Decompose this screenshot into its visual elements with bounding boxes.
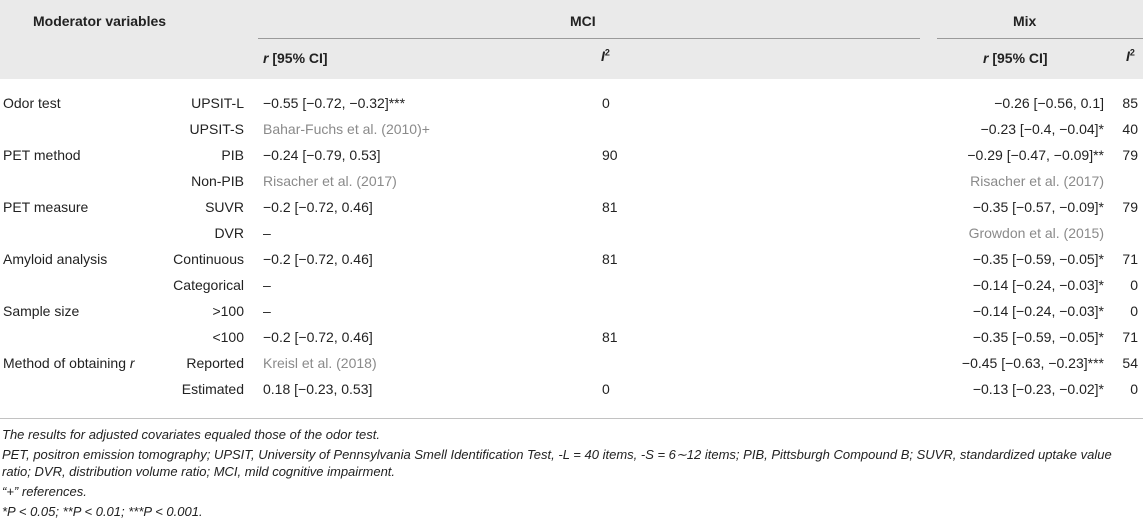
moderator-variables-header: Moderator variables [33,13,167,29]
note-significance: *P < 0.05; **P < 0.01; ***P < 0.001. [2,504,203,519]
table-notes [2,426,1141,523]
moderator-variable: PET method [3,147,81,163]
mci-i2-value: 0 [602,381,610,397]
subgroup-label: Categorical [173,277,244,293]
moderator-variable: Sample size [3,303,80,319]
mix-r-value: −0.13 [−0.23, −0.02]* [972,381,1104,397]
mix-i2-value: 71 [1122,251,1138,267]
mci-r-value: −0.2 [−0.72, 0.46] [263,251,373,267]
mci-header-rule [258,38,920,39]
mix-i2-value: 79 [1122,199,1138,215]
mci-r-value: Kreisl et al. (2018) [263,355,377,371]
note-covariates: The results for adjusted covariates equaled those of the odor test. [2,427,380,442]
mix-i2-header: $I^2$ [1126,47,1135,64]
note-abbreviations: PET, positron emission tomography; UPSIT, University of Pennsylvania Smell Identification Test, -L = 40 items, -S = 6∼12 items; PIB, Pittsburgh Compound B; SUVR, standardized uptake value ratio; DVR, distribution volume ratio; MCI, mild cognitive impairment. [2,447,1112,479]
mci-i2-value: 81 [602,251,618,267]
mix-r-value: Growdon et al. (2015) [968,225,1104,241]
moderator-variable: Method of obtaining r [3,355,135,371]
mci-r-value: – [263,225,271,241]
mix-i2-value: 40 [1122,121,1138,137]
mix-r-value: −0.26 [−0.56, 0.1] [994,95,1104,111]
mix-r-ci-header: r [95% CI] [983,50,1048,66]
mci-r-value: 0.18 [−0.23, 0.53] [263,381,373,397]
subgroup-label: DVR [214,225,244,241]
mix-i2-value: 79 [1122,147,1138,163]
mci-i2-value: 90 [602,147,618,163]
moderator-variable: PET measure [3,199,89,215]
mix-i2-value: 0 [1130,303,1138,319]
mci-r-value: −0.24 [−0.79, 0.53] [263,147,381,163]
subgroup-label: UPSIT-S [189,121,244,137]
mix-i2-value: 0 [1130,381,1138,397]
mix-i2-value: 54 [1122,355,1138,371]
subgroup-label: Reported [186,355,244,371]
mix-i2-value: 71 [1122,329,1138,345]
mci-i2-header: $I^2$ [601,47,610,64]
mix-r-value: −0.35 [−0.59, −0.05]* [972,251,1104,267]
mci-i2-value: 81 [602,199,618,215]
mix-i2-value: 85 [1122,95,1138,111]
subgroup-label: Estimated [181,381,244,397]
subgroup-label: PIB [221,147,244,163]
mix-r-value: −0.14 [−0.24, −0.03]* [972,277,1104,293]
mci-i2-value: 81 [602,329,618,345]
subgroup-label: <100 [212,329,244,345]
mci-r-value: −0.55 [−0.72, −0.32]*** [263,95,406,111]
subgroup-label: SUVR [205,199,244,215]
subgroup-label: >100 [212,303,244,319]
mci-r-value: – [263,277,271,293]
mci-r-ci-header: r [95% CI] [263,50,328,66]
moderator-variable: Odor test [3,95,61,111]
mix-r-value: −0.35 [−0.57, −0.09]* [972,199,1104,215]
table-bottom-rule [0,418,1143,419]
mix-r-value: −0.29 [−0.47, −0.09]** [967,147,1104,163]
subgroup-label: UPSIT-L [191,95,244,111]
mix-header-rule [937,38,1143,39]
mix-r-value: −0.14 [−0.24, −0.03]* [972,303,1104,319]
mix-r-value: −0.23 [−0.4, −0.04]* [980,121,1104,137]
mci-r-value: Bahar-Fuchs et al. (2010)+ [263,121,430,137]
moderator-variable: Amyloid analysis [3,251,108,267]
mci-r-value: −0.2 [−0.72, 0.46] [263,199,373,215]
mix-header: Mix [1013,13,1037,29]
mix-r-value: −0.35 [−0.59, −0.05]* [972,329,1104,345]
mci-r-value: Risacher et al. (2017) [263,173,397,189]
mix-r-value: −0.45 [−0.63, −0.23]*** [961,355,1104,371]
note-references: “+” references. [2,484,87,499]
mci-header: MCI [570,13,596,29]
table-header [0,0,1143,79]
mix-r-value: Risacher et al. (2017) [970,173,1104,189]
mci-r-value: −0.2 [−0.72, 0.46] [263,329,373,345]
subgroup-label: Continuous [173,251,244,267]
mix-i2-value: 0 [1130,277,1138,293]
mci-i2-value: 0 [602,95,610,111]
mci-r-value: – [263,303,271,319]
subgroup-label: Non-PIB [191,173,244,189]
